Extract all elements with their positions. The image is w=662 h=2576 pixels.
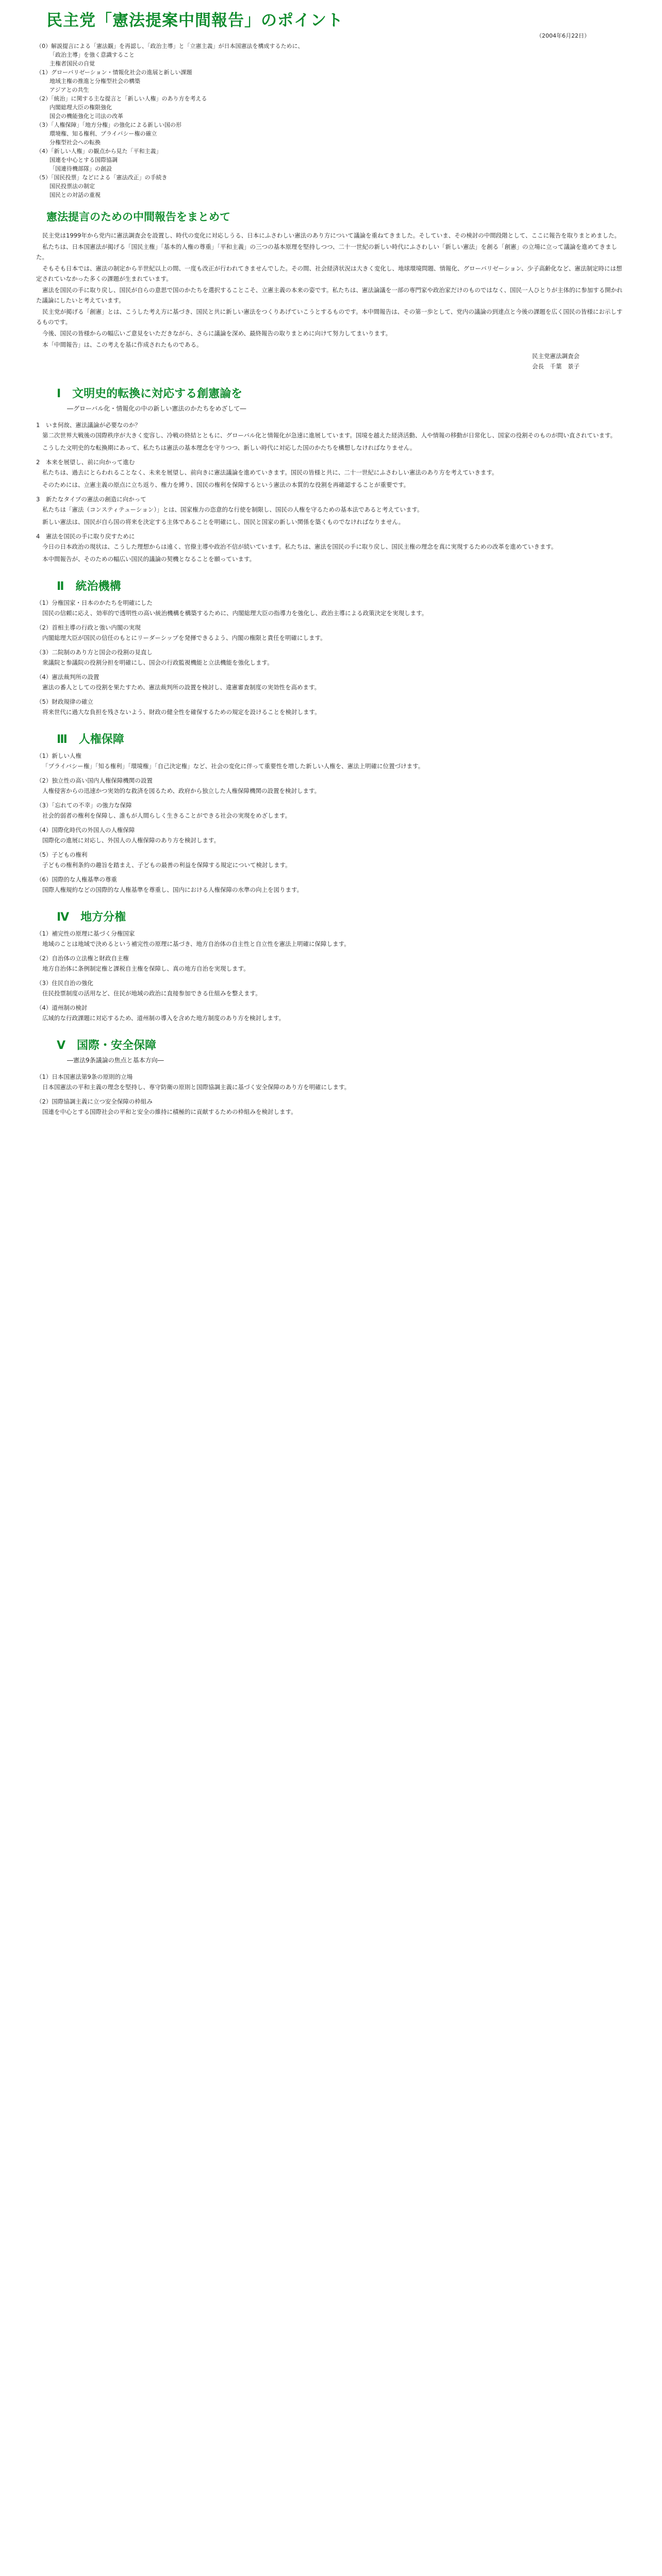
item-paragraph: こうした文明史的な転換期にあって、私たちは憲法の基本理念を守りつつ、新しい時代に対応した国のかたちを構想しなければなりません。 (42, 444, 416, 451)
signature-org: 民主党憲法調査会 (532, 352, 580, 360)
item-heading: （4）憲法裁判所の設置 (36, 673, 100, 681)
summary-subitem: 環境権、知る権利、プライバシー権の確立 (49, 130, 157, 137)
chapter-title: Ⅴ 国際・安全保障 (57, 1039, 157, 1052)
summary-subitem: 国会の機能強化と司法の改革 (49, 113, 123, 120)
item-paragraph: 将来世代に過大な負担を残さないよう、財政の健全性を確保するための規定を設けることを検討します。 (42, 708, 321, 716)
item-paragraph: 内閣総理大臣が国民の信任のもとにリーダーシップを発揮できるよう、内閣の権限と責任を明確にします。 (42, 634, 326, 641)
publication-date: （2004年6月22日） (536, 32, 590, 39)
summary-item: （1）グローバリゼーション・情報化社会の進展と新しい課題 (36, 69, 192, 76)
intro-section (36, 230, 626, 350)
chapter-title: Ⅳ 地方分権 (57, 911, 126, 924)
summary-subitem: 国連を中心とする国際協調 (49, 157, 118, 163)
item-paragraph: 私たちは、過去にとらわれることなく、未来を展望し、前向きに憲法議論を進めていきます。国民の皆様と共に、二十一世紀にふさわしい憲法のあり方を考えていきます。 (42, 469, 498, 476)
item-heading: （1）分権国家・日本のかたちを明確にした (36, 599, 153, 606)
item-paragraph: 地域のことは地域で決めるという補完性の原理に基づき、地方自治体の自主性と自立性を憲法上明確に保障します。 (42, 940, 350, 947)
chapters (36, 385, 626, 1117)
item-paragraph: そのためには、立憲主義の原点に立ち返り、権力を縛り、国民の権利を保障するという憲法の本質的な役割を再確認することが重要です。 (42, 481, 410, 488)
summary-subitem: 地域主権の推進と分権型社会の構築 (49, 78, 140, 84)
intro-paragraph: 本「中間報告」は、この考えを基に作成されたものである。 (42, 341, 203, 348)
chapter-title: Ⅲ 人権保障 (57, 733, 124, 746)
summary-item: （5）「国民投票」などによる「憲法改正」の手続き (36, 174, 168, 181)
summary-item: （0）解説提言による「憲法観」を再認し、「政治主導」と「立憲主義」が日本国憲法を構成するために、 (36, 43, 304, 49)
summary-subitem: 国民投票法の制定 (49, 183, 95, 190)
chapter-section (36, 1037, 626, 1117)
intro-paragraph: 私たちは、日本国憲法が掲げる「国民主権」「基本的人権の尊重」「平和主義」の三つの基本原理を堅持しつつ、二十一世紀の新しい時代にふさわしい「新しい憲法」を創る「創憲」の立場に立って議論を進めてきました。 (36, 243, 618, 261)
item-heading: （6）国際的な人権基準の尊重 (36, 876, 117, 883)
item-paragraph: 今日の日本政治の現状は、こうした理想からは遠く、官僚主導や政治不信が続いています。私たちは、憲法を国民の手に取り戻し、国民主権の理念を真に実現するための改革を進めていきます。 (42, 543, 557, 550)
summary-subitem: 主権者国民の自覚 (49, 60, 95, 67)
item-heading: （3）住民自治の強化 (36, 979, 93, 987)
item-heading: （3）二院制のあり方と国会の役割の見直し (36, 649, 153, 656)
summary-subitem: アジアとの共生 (49, 87, 89, 93)
chapter-title: Ⅱ 統治機構 (57, 580, 121, 593)
intro-paragraph: 憲法を国民の手に取り戻し、国民が自らの意思で国のかたちを選択することこそ、立憲主義の本来の姿です。私たちは、憲法論議を一部の専門家や政治家だけのものではなく、国民一人ひとりが主体的に参加する開かれた議論にしたいと考えています。 (36, 286, 623, 304)
item-paragraph: 国際化の進展に対応し、外国人の人権保障のあり方を検討します。 (42, 837, 220, 844)
item-paragraph: 広域的な行政課題に対応するため、道州制の導入を含めた地方制度のあり方を検討します。 (42, 1014, 285, 1022)
item-heading: （5）財政規律の確立 (36, 698, 93, 705)
chapter-subtitle: ―グローバル化・情報化の中の新しい憲法のかたちをめざして― (67, 405, 246, 412)
item-paragraph: 第二次世界大戦後の国際秩序が大きく変容し、冷戦の終結とともに、グローバル化と情報化が急速に進展しています。国境を越えた経済活動、人や情報の移動が日常化し、国家の役割そのものが問い直されています。 (42, 432, 617, 439)
intro-paragraph: 民主党は1999年から党内に憲法調査会を設置し、時代の変化に対応しうる、日本にふさわしい憲法のあり方について議論を重ねてきました。そしていま、その検討の中間段階として、ここに報告を取りまとめました。 (42, 232, 621, 239)
item-heading: （1）補完性の原理に基づく分権国家 (36, 930, 135, 937)
item-heading: （2）独立性の高い国内人権保障機関の設置 (36, 777, 153, 784)
item-paragraph: 憲法の番人としての役割を果たすため、憲法裁判所の設置を検討し、違憲審査制度の実効性を高めます。 (42, 684, 321, 691)
item-heading: 4 憲法を国民の手に取り戻すために (36, 533, 135, 540)
item-heading: 2 本来を展望し、前に向かって進む (36, 459, 135, 466)
item-heading: （5）子どもの権利 (36, 851, 88, 858)
item-paragraph: 子どもの権利条約の趣旨を踏まえ、子どもの最善の利益を保障する規定について検討します。 (42, 861, 291, 869)
chapter-section (36, 731, 626, 895)
summary-subitem: 「国連待機部隊」の創設 (49, 165, 112, 172)
item-paragraph: 衆議院と参議院の役割分担を明確にし、国会の行政監視機能と立法機能を強化します。 (42, 659, 273, 666)
intro-paragraph: 民主党が掲げる「創憲」とは、こうした考え方に基づき、国民と共に新しい憲法をつくりあげていこうとするものです。本中間報告は、その第一歩として、党内の議論の到達点と今後の課題を広く国民の皆様にお示しするものです。 (36, 308, 623, 326)
summary-subitem: 内閣総理大臣の権限強化 (49, 104, 112, 111)
item-heading: （2）自治体の立法権と財政自主権 (36, 955, 129, 962)
summary-subitem: 分権型社会への転換 (49, 139, 101, 146)
summary-subitem: 国民との対話の重視 (49, 192, 101, 198)
item-heading: （1）日本国憲法第9条の原則的立場 (36, 1073, 133, 1080)
item-heading: 3 新たなタイプの憲法の創造に向かって (36, 496, 146, 503)
chapter-section (36, 385, 626, 564)
intro-paragraph: そもそも日本では、憲法の制定から半世紀以上の間、一度も改正が行われてきませんでした。その間、社会経済状況は大きく変化し、地球環境問題、情報化、グローバリゼーション、少子高齢化など、憲法制定時には想定されていなかった多くの課題が生まれています。 (36, 265, 622, 282)
item-paragraph: 「プライバシー権」「知る権利」「環境権」「自己決定権」など、社会の変化に伴って重要性を増した新しい人権を、憲法上明確に位置づけます。 (42, 762, 424, 770)
summary-subitem: 「政治主導」を強く意識すること (49, 52, 135, 58)
item-paragraph: 新しい憲法は、国民が自ら国の将来を決定する主体であることを明確にし、国民と国家の新しい関係を築くものでなければなりません。 (42, 518, 405, 526)
item-heading: 1 いま何故、憲法議論が必要なのか？ (36, 421, 141, 429)
chapter-title: Ⅰ 文明史的転換に対応する創憲論を (57, 387, 243, 400)
item-heading: （3）「忘れての不幸」の強力な保障 (36, 802, 132, 809)
item-paragraph: 私たちは「憲法（コンスティテューション）」とは、国家権力の恣意的な行使を制限し、国民の人権を守るための基本法であると考えています。 (42, 506, 423, 513)
page-title: 民主党「憲法提案中間報告」のポイント (46, 11, 343, 30)
chapter-section (36, 908, 626, 1023)
signature-name: 会長 千葉 景子 (532, 363, 580, 370)
intro-paragraph: 今後、国民の皆様からの幅広いご意見をいただきながら、さらに議論を深め、最終報告の取りまとめに向けて努力してまいります。 (42, 330, 392, 337)
item-paragraph: 国民の信頼に応え、効率的で透明性の高い統治機構を構築するために、内閣総理大臣の指導力を強化し、政治主導による政策決定を実現します。 (42, 609, 428, 617)
item-paragraph: 人権侵害からの迅速かつ実効的な救済を図るため、政府から独立した人権保障機関の設置を検討します。 (42, 787, 321, 794)
item-heading: （2）首相主導の行政と強い内閣の実現 (36, 624, 141, 631)
item-paragraph: 本中間報告が、そのための幅広い国民的議論の契機となることを願っています。 (42, 555, 256, 563)
summary-item: （2）「統治」に関する主な提言と「新しい人権」のあり方を考える (36, 95, 207, 102)
item-heading: （4）国際化時代の外国人の人権保障 (36, 826, 135, 834)
item-heading: （1）新しい人権 (36, 752, 81, 759)
item-paragraph: 日本国憲法の平和主義の理念を堅持し、専守防衛の原則と国際協調主義に基づく安全保障のあり方を明確にします。 (42, 1083, 351, 1091)
item-heading: （4）道州制の検討 (36, 1004, 88, 1011)
summary-list (36, 42, 626, 199)
chapter-section (36, 578, 626, 717)
item-paragraph: 地方自治体に条例制定権と課税自主権を保障し、真の地方自治を実現します。 (42, 965, 250, 972)
item-paragraph: 住民投票制度の活用など、住民が地域の政治に直接参加できる仕組みを整えます。 (42, 990, 261, 997)
item-paragraph: 社会的弱者の権利を保障し、誰もが人間らしく生きることができる社会の実現をめざします。 (42, 812, 291, 819)
summary-item: （4）「新しい人権」の観点から見た「平和主義」 (36, 148, 162, 155)
item-paragraph: 国際人権規約などの国際的な人権基準を尊重し、国内における人権保障の水準の向上を図ります。 (42, 886, 303, 893)
section-heading: 憲法提言のための中間報告をまとめて (46, 211, 230, 223)
chapter-subtitle: ―憲法9条議論の焦点と基本方向― (67, 1057, 164, 1064)
summary-item: （3）「人権保障」「地方分権」の強化による新しい国の形 (36, 122, 181, 128)
item-paragraph: 国連を中心とする国際社会の平和と安全の維持に積極的に貢献するための枠組みを検討します。 (42, 1108, 297, 1115)
item-heading: （2）国際協調主義に立つ安全保障の枠組み (36, 1098, 153, 1105)
